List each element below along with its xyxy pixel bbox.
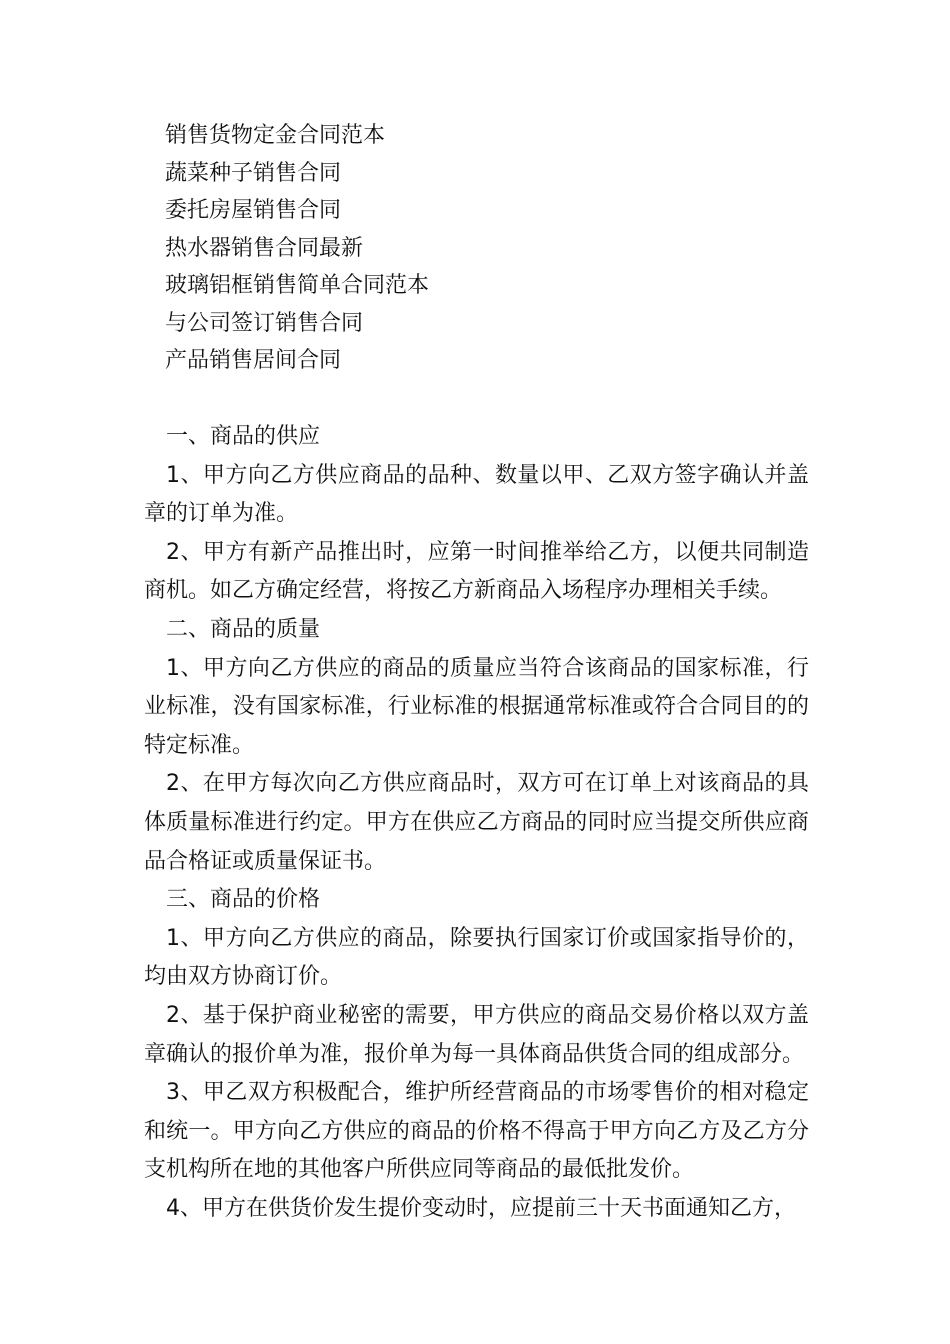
clause-paragraph: 2、基于保护商业秘密的需要，甲方供应的商品交易价格以双方盖章确认的报价单为准，报价单为每一具体商品供货合同的组成部分。 [144,1002,809,1067]
related-link[interactable]: 蔬菜种子销售合同 [165,160,342,186]
related-link[interactable]: 与公司签订销售合同 [165,310,364,336]
clause-paragraph: 4、甲方在供货价发生提价变动时，应提前三十天书面通知乙方， [166,1195,796,1221]
clause-paragraph: 3、甲乙双方积极配合，维护所经营商品的市场零售价的相对稳定和统一。甲方向乙方供应的商品的价格不得高于甲方向乙方及乙方分支机构所在地的其他客户所供应同等商品的最低批发价。 [144,1080,809,1183]
related-link[interactable]: 玻璃铝框销售简单合同范本 [165,273,430,298]
related-link[interactable]: 产品销售居间合同 [165,348,342,373]
clause-paragraph: 2、甲方有新产品推出时，应第一时间推举给乙方，以便共同制造商机。如乙方确定经营，将按乙方新商品入场程序办理相关手续。 [144,539,809,604]
section-heading: 三、商品的价格 [166,887,321,913]
section-heading: 一、商品的供应 [166,424,321,449]
clause-paragraph: 1、甲方向乙方供应的商品，除要执行国家订价或国家指导价的，均由双方协商订价。 [144,925,809,990]
contract-body [144,418,809,1228]
clause-paragraph: 1、甲方向乙方供应的商品的质量应当符合该商品的国家标准，行业标准，没有国家标准，行业标准的根据通常标准或符合合同目的的特定标准。 [144,655,809,758]
clause-paragraph: 1、甲方向乙方供应商品的品种、数量以甲、乙双方签字确认并盖章的订单为准。 [144,462,809,527]
section-heading: 二、商品的质量 [166,616,321,642]
related-contracts-list [165,117,429,380]
related-link[interactable]: 热水器销售合同最新 [165,235,364,261]
clause-paragraph: 2、在甲方每次向乙方供应商品时，双方可在订单上对该商品的具体质量标准进行约定。甲方在供应乙方商品的同时应当提交所供应商品合格证或质量保证书。 [144,771,809,874]
related-link[interactable]: 委托房屋销售合同 [165,198,342,223]
related-link[interactable]: 销售货物定金合同范本 [165,123,386,148]
